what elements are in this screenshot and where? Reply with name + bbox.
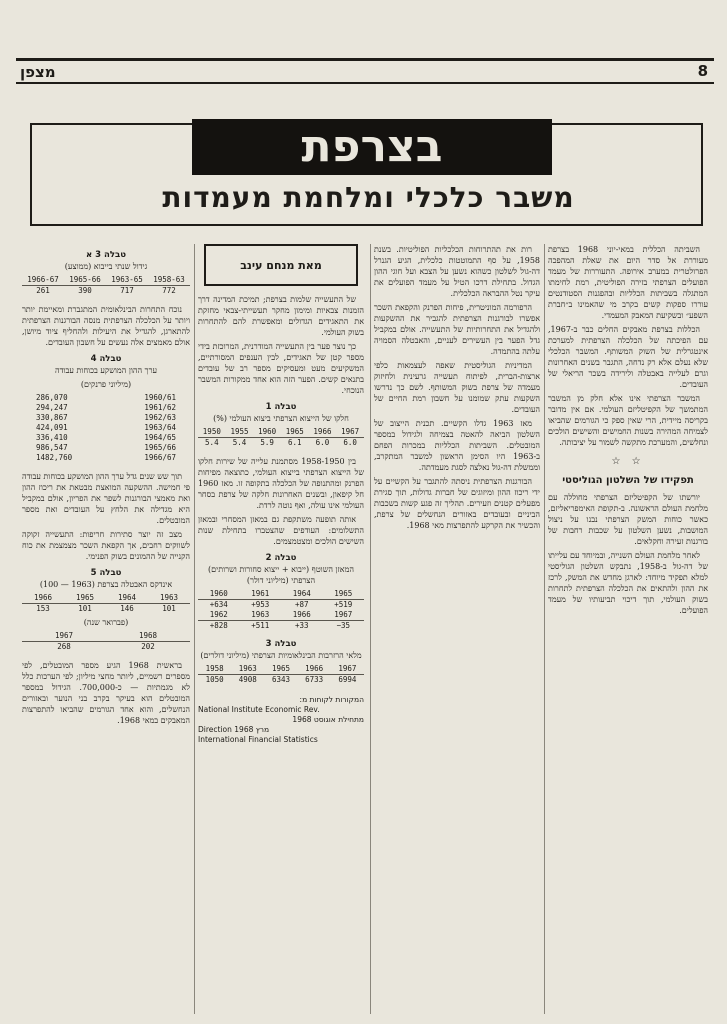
paragraph: מאז 1963 גדלו הקשיים. תכנית הייצוב של השלטון הביאה להאטה בצמיחה ולגידול במספר המובטלים. השביתות הכלליות במכרות הפחם ב-1963 היו הסימן הראשון למשבר המתקרב, וממשלת דה-גול נאלצה לסגת מעמדתה. bbox=[374, 419, 540, 472]
table-number: טבלה 3 א bbox=[86, 250, 126, 260]
table-cell: 1958 bbox=[198, 664, 231, 675]
table-cell: 1966 bbox=[309, 427, 337, 438]
table-cell: 101 bbox=[162, 604, 176, 613]
table-cell: 717 bbox=[120, 286, 134, 295]
table-cell: 294,247 bbox=[36, 403, 68, 412]
table-cell: +953 bbox=[251, 600, 270, 609]
table-cell: 336,410 bbox=[36, 433, 68, 442]
table-cell: 1963 bbox=[148, 593, 190, 604]
table-note: (פברואר שנה) bbox=[83, 618, 129, 627]
table-number: טבלה 2 bbox=[265, 553, 297, 563]
paragraph: כך נוצר פער בין התעשייה המודרנית, המרוכזת בידי מספר קטן של תאגידים, לבין הענפים המסורתיים, המשקיעים מעט ומעסיקים מספר רב של עובדים בתנאים קשים. הפער הזה הוא אחד ממקורות המשבר הנוכחי. bbox=[198, 342, 364, 395]
table-2 bbox=[198, 553, 364, 631]
table-cell: 268 bbox=[57, 642, 71, 651]
paragraph: בין 1958-1950 מסתמנת עלייה של שירות חלקו של הייצוא הצרפתי בייצוא העולמי, כתוצאה מפיחות הפרנק ומהתנופה של הכלכלה בתקופה זו. מאז 1960 חל קיפאון, ובשנים האחרונות חלקה של צרפת בסחר העולמי אינו עולה, ואף נוטה לרדת. bbox=[198, 457, 364, 510]
table-cell: 330,867 bbox=[36, 413, 68, 422]
column-2 bbox=[374, 244, 540, 1014]
source-line: Direction מרץ 1968 bbox=[198, 725, 270, 734]
table-cell: 1966 bbox=[22, 593, 64, 604]
table-cell: 1966/67 bbox=[144, 453, 176, 462]
table-cell: 772 bbox=[162, 286, 176, 295]
paragraph: תוך שש שנים גדל ערך ההון המושקע בכוחות עבודה פי חמישה. ההשקעה המואצת מבטאת את ריכוז ההון ואת מאמצי הבורגנות לשפר את הפריון, אולם במקביל היא מגדילה את הלחץ על העובדים ואת מספר המובטלים. bbox=[22, 472, 190, 525]
column-rule bbox=[544, 244, 545, 1014]
table-number: טבלה 5 bbox=[90, 568, 122, 578]
publication-name: מצפן bbox=[20, 63, 56, 81]
paragraph: יורשתו של הקפיטליזם הצרפתי מחוללה עם מלחמת העולם הראשונה. ב-תקופת האימפריאליזם, כאשר כוחות המשק הצרפתי נבנו על ניצול המושבות, נשען השלטון על שכבות רחבות של בורגנות זעירה וחקלאים. bbox=[548, 493, 708, 546]
table-title: מלאי הרזרבות הבינלאומיות הצרפתי (מיליוני דולרים) bbox=[200, 651, 362, 660]
table-cell: 1966 bbox=[298, 664, 331, 675]
table-cell: 1965/66 bbox=[144, 443, 176, 452]
column-rule bbox=[194, 244, 195, 1014]
table-cell: +828 bbox=[209, 621, 228, 630]
table-cell: 5.4 bbox=[205, 438, 219, 447]
table-cell: 5.9 bbox=[260, 438, 274, 447]
table-1 bbox=[198, 402, 364, 448]
table-cell: 1964 bbox=[106, 593, 148, 604]
table-cell: 1965 bbox=[323, 589, 365, 600]
table-cell: 1963 bbox=[240, 610, 282, 621]
paragraph: אותה תופעה משתקפת גם במאזן המסחרי ובמאזן התשלומים: העודפים שהצטברו בתחילת שנות השישים הולכים ומצטמצמים. bbox=[198, 515, 364, 546]
source-line: National Institute Economic Rev. bbox=[198, 705, 320, 714]
section-stars: ☆ ☆ bbox=[611, 456, 645, 467]
paragraph: של התעשייה שלמות בצרפת; תמיכת המדינה דרך הזמנות צבאיות ומימון מחקר תעשייתי-צבאי מחזקת את התאגידים הגדולים ומאפשרת להם להתחרות בשוק העולמי. bbox=[198, 295, 364, 337]
table-cell: 5.4 bbox=[232, 438, 247, 447]
table-cell: 261 bbox=[36, 286, 50, 295]
table-cell: 1967 bbox=[336, 427, 364, 438]
table-cell: 6733 bbox=[305, 675, 324, 684]
article-headline: משבר כלכלי ומלחמת מעמדות bbox=[162, 181, 575, 214]
table-cell: 202 bbox=[141, 642, 155, 651]
table-cell: 1950 bbox=[198, 427, 226, 438]
table-cell: +511 bbox=[251, 621, 270, 630]
paragraph: המשבר הצרפתי אינו אלא חלק מן המשבר המתמשך של הקפיטליזם העולמי. אם אין מדובר בקריסה מיידית, הרי שאין ספק כי הגורמים שהביאו לצמיחה המהירה בשנות החמישים והשישים הולכים ונחלשים, והמערכת מתקשה לשמור על יציבותה. bbox=[548, 394, 708, 447]
title-box bbox=[30, 123, 703, 226]
paragraph: הרפורמה המוניטרית, פיחות הפרנק והקפאת השכר אפשרו לבורגנות הצרפתית להגביר את ההשקעות ולהגדיל את התחרותיות של התעשייה. אולם במקביל גדל הפער בין העשירים לעניים, והאבטלה הסמויה עלתה בהתמדה. bbox=[374, 303, 540, 356]
table-cell: 1960/61 bbox=[144, 393, 176, 402]
table-cell: 6.1 bbox=[288, 438, 302, 447]
paragraph: רות את תהתרוחות הכלכליות הפוליטיות. בשנת 1958, על סף התמוטטות כלכלית, הגיע הגנרל דה-גול לשלטון כשהוא נשען על הצבא ועל חוגי ההון הגדול. בתחילת דרכו הטיל על מעמד הפועלים את עיקר נטל ההבראה הכלכלית. bbox=[374, 245, 540, 298]
table-cell: 6343 bbox=[271, 675, 290, 684]
page-header bbox=[16, 58, 714, 84]
table-cell: 1965 bbox=[281, 427, 309, 438]
column-3 bbox=[198, 244, 364, 1014]
table-cell: 1964 bbox=[281, 589, 323, 600]
table-cell: 424,091 bbox=[36, 423, 68, 432]
table-cell: 101 bbox=[78, 604, 92, 613]
table-cell: 4908 bbox=[238, 675, 257, 684]
table-cell: −35 bbox=[336, 621, 351, 630]
table-cell: 1966-67 bbox=[22, 275, 64, 286]
table-subtitle: (מיליוני פרנקים) bbox=[80, 380, 132, 389]
paragraph: מצב זה יוצר סתירות חריפות: התעשייה זקוקה לשווקים רחבים, אך הקפאת השכר מצמצמת את כוח הקנייה של ההמונים בשוק הפנימי. bbox=[22, 530, 190, 561]
table-cell: 6994 bbox=[338, 675, 357, 684]
table-cell: 1967 bbox=[331, 664, 364, 675]
table-title: אינדקס האבטלה בצרפת (1963 — 100) bbox=[39, 580, 173, 589]
table-cell: 1955 bbox=[226, 427, 254, 438]
table-cell: 153 bbox=[36, 604, 50, 613]
table-3a bbox=[22, 250, 190, 296]
paragraph: בראשית 1968 הגיע מספר המובטלים, לפי מספרים רשמיים, ליותר מחצי מיליון; לפי הערכות כלל לא מגמתיות — כ-700,000. הגידול במספר המובטלים הוא בעיקר בקרב בני הנוער ובאזורים הנחשלים, והוא אחד הגורמים שהביאו להתפרצות המאבקים במאי 1968. bbox=[22, 661, 190, 725]
table-cell: +519 bbox=[334, 600, 353, 609]
table-5 bbox=[22, 568, 190, 652]
column-rule bbox=[370, 244, 371, 1014]
paragraph: הבורגנות הצרפתית ניסתה להתגבר על הקשיים על ידי ריכוז ההון ומיזוגים של חברות גדולות, תוך סגירת מפעלים קטנים וזעירים. תהליך זה פגע קשות בשכבות הביניים ובעובדים באזורים הנחשלים של צרפת, והכשיר את הקרקע להתפרצות מאי 1968. bbox=[374, 477, 540, 530]
paragraph: לאחר מלחמת העולם השנייה, ובמיוחד עם עלייתו של דה-גול ב-1958, נתבקש השלטון הגוליסטי למלא תפקיד מיוחד: לארגן מחדש את המשק, לרכז את ההון ולהתאים את הכלכלה הצרפתית לתחרות בשוק העולמי, תוך דיכוי תביעותיו של מעמד הפועלים. bbox=[548, 551, 708, 615]
table-cell: 1962/63 bbox=[144, 413, 176, 422]
table-number: טבלה 4 bbox=[90, 354, 122, 364]
paragraph: הכללות בצרפת מאבקים החלים כבר ב-1967, עם הפיכתה של הכלכלה הצרפתית למערכת אינטגרלית של השוק המשותף. המשבר הכלכלי שלא נעלם אלא רק נדחה, התגבר בשנים האחרונות וגרם לעלייה באבטלה ולירידה בשכר הריאלי של העובדים. bbox=[548, 325, 708, 389]
table-cell: +87 bbox=[294, 600, 309, 609]
table-cell: 1967 bbox=[22, 631, 106, 642]
table-cell: +634 bbox=[209, 600, 228, 609]
table-cell: 1963/64 bbox=[144, 423, 176, 432]
table-cell: 1960 bbox=[253, 427, 281, 438]
table-cell: 1965 bbox=[264, 664, 297, 675]
column-4 bbox=[22, 244, 190, 1014]
table-cell: 1050 bbox=[205, 675, 224, 684]
table-cell: 1965 bbox=[64, 593, 106, 604]
table-cell: 986,547 bbox=[36, 443, 68, 452]
table-cell: 1958-63 bbox=[148, 275, 190, 286]
table-cell: 1961 bbox=[240, 589, 282, 600]
page-number: 8 bbox=[697, 62, 708, 80]
paragraph: נוכח התחרות הבינלאומית המתגברת ומאיימת יותר ויותר על הכלכלה הצרפתית מנסה הבורגנות הצרפתית להתארגן, להגדיל את היעילות ולהחליף ציוד מיושן, אולם מאמצים אלה נעשים על חשבון העובדים. bbox=[22, 305, 190, 347]
table-cell: 1965-66 bbox=[64, 275, 106, 286]
byline-box bbox=[204, 244, 358, 286]
table-title: גידול שנתי בייבוא (ממוצע) bbox=[64, 262, 148, 271]
table-cell: 390 bbox=[78, 286, 92, 295]
paragraph: השביתה הכללית במאי-יוני 1968 בצרפת מעוררת אל סדר היום את שאלת המהפכה הפרולטרית במערב אירופה. התעוררות של מעמד הפועלים הצרפתי בזירה הפוליטית, רמת לחימתו המתגלה בשביתות הכלליות ובהפגנות הסטודנטים עוררו ספקות קשים בקרב מי שהאמינו ב״חברת השפע״ ובשקיעת המאבק המעמדי. bbox=[548, 245, 708, 320]
byline: מאת מנחם עינב bbox=[240, 258, 322, 272]
table-cell: 1960 bbox=[198, 589, 240, 600]
section-subhead: תפקידו של השלטון הגוליסטי bbox=[562, 475, 694, 486]
source-line: International Financial Statistics bbox=[198, 735, 318, 744]
table-title: חלקו של הייצוא הצרפתי ביצוא העולמי (%) bbox=[213, 414, 349, 423]
table-cell: 1961/62 bbox=[144, 403, 176, 412]
table-title: ערך ההון המושקע בכוחות עבודה bbox=[54, 366, 158, 375]
table-cell: 1966 bbox=[281, 610, 323, 621]
table-cell: 1482,760 bbox=[36, 453, 73, 462]
table-number: טבלה 3 bbox=[265, 639, 297, 649]
column-1 bbox=[548, 244, 708, 1014]
paragraph: המדיניות הגוליסטית שאפה לעצמאות כלפי ארצות-הברית, לפיתוח תעשייה גרעינית ולחיזוק מעמדה של צרפת בשוק המשותף. לשם כך נדרשו השקעות עתק שמומנו על חשבון רמת החיים של העובדים. bbox=[374, 361, 540, 414]
table-title: המאזן השוטף (ייבוא + ייצוא סחורות ושרותים) הצרפתי (מיליוני דולר) bbox=[208, 565, 354, 585]
table-cell: 1967 bbox=[323, 610, 365, 621]
table-3 bbox=[198, 639, 364, 685]
table-cell: 286,070 bbox=[36, 393, 68, 402]
table-cell: 1964/65 bbox=[144, 433, 176, 442]
table-cell: +33 bbox=[294, 621, 309, 630]
sources-note bbox=[198, 695, 364, 745]
table-cell: 1963 bbox=[231, 664, 264, 675]
table-4 bbox=[22, 354, 190, 463]
table-cell: 6.0 bbox=[343, 438, 357, 447]
sources-label: המקורות לקוחות מ: bbox=[299, 695, 364, 704]
table-cell: 6.0 bbox=[315, 438, 330, 447]
source-line: מתחילת אוגוסט 1968 bbox=[292, 715, 364, 724]
table-cell: 1962 bbox=[198, 610, 240, 621]
article-kicker: בצרפת bbox=[192, 119, 552, 175]
table-cell: 1963-65 bbox=[106, 275, 148, 286]
table-cell: 1968 bbox=[106, 631, 190, 642]
table-cell: 146 bbox=[120, 604, 134, 613]
table-number: טבלה 1 bbox=[265, 402, 297, 412]
